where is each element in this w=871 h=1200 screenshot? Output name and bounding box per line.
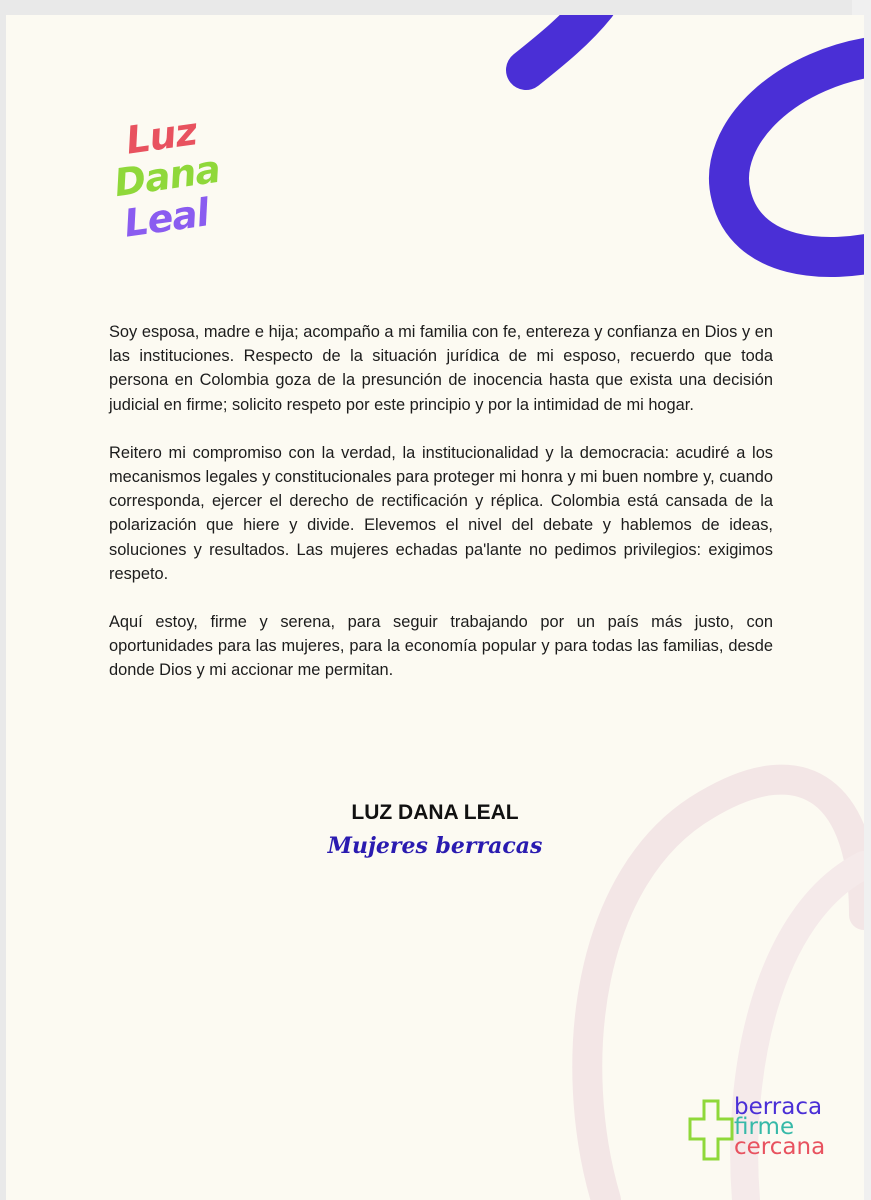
footer-slogan-logo <box>688 1094 848 1177</box>
statement-body <box>109 320 773 707</box>
purple-swoosh-curve <box>729 55 864 257</box>
logo-word-luz: Luz <box>123 109 200 163</box>
paragraph-3: Aquí estoy, firme y serena, para seguir trabajando por un país más justo, con oportunidades para las mujeres, para la economía popular y para todas las familias, desde donde Dios y mi accionar me permitan. <box>109 613 773 680</box>
candidate-logo <box>110 103 230 253</box>
logo-word-leal: Leal <box>121 190 212 246</box>
logo-word-dana: Dana <box>111 146 223 206</box>
paragraph-2: Reitero mi compromiso con la verdad, la institucionalidad y la democracia: acudiré a los mecanismos legales y constitucionales para proteger mi honra y mi buen nombre y, cuando corresponda, ejercer el derecho de rectificación y réplica. Colombia está cansada de la polarización que hiere y divide. Elevemos el nivel del debate y hablemos de ideas, soluciones y resultados. Las mujeres echadas pa'lante no pedimos privilegios: exigimos respeto. <box>109 443 773 583</box>
footer-word-cercana: cercana <box>734 1134 826 1160</box>
footer-word-berraca: berraca <box>734 1094 823 1120</box>
purple-swoosh-upper <box>526 15 596 70</box>
document-page <box>6 15 864 1200</box>
plus-cross-icon <box>688 1099 734 1161</box>
footer-word-firme: firme <box>734 1114 795 1140</box>
signature-name: LUZ DANA LEAL <box>351 801 519 824</box>
signature-tagline: Mujeres berracas <box>327 833 543 859</box>
paragraph-1: Soy esposa, madre e hija; acompaño a mi familia con fe, entereza y confianza en Dios y en las instituciones. Respecto de la situación jurídica de mi esposo, recuerdo que toda persona en Colombia goza de la presunción de inocencia hasta que exista una decisión judicial en firme; solicito respeto por este principio y por la intimidad de mi hogar. <box>109 323 773 414</box>
